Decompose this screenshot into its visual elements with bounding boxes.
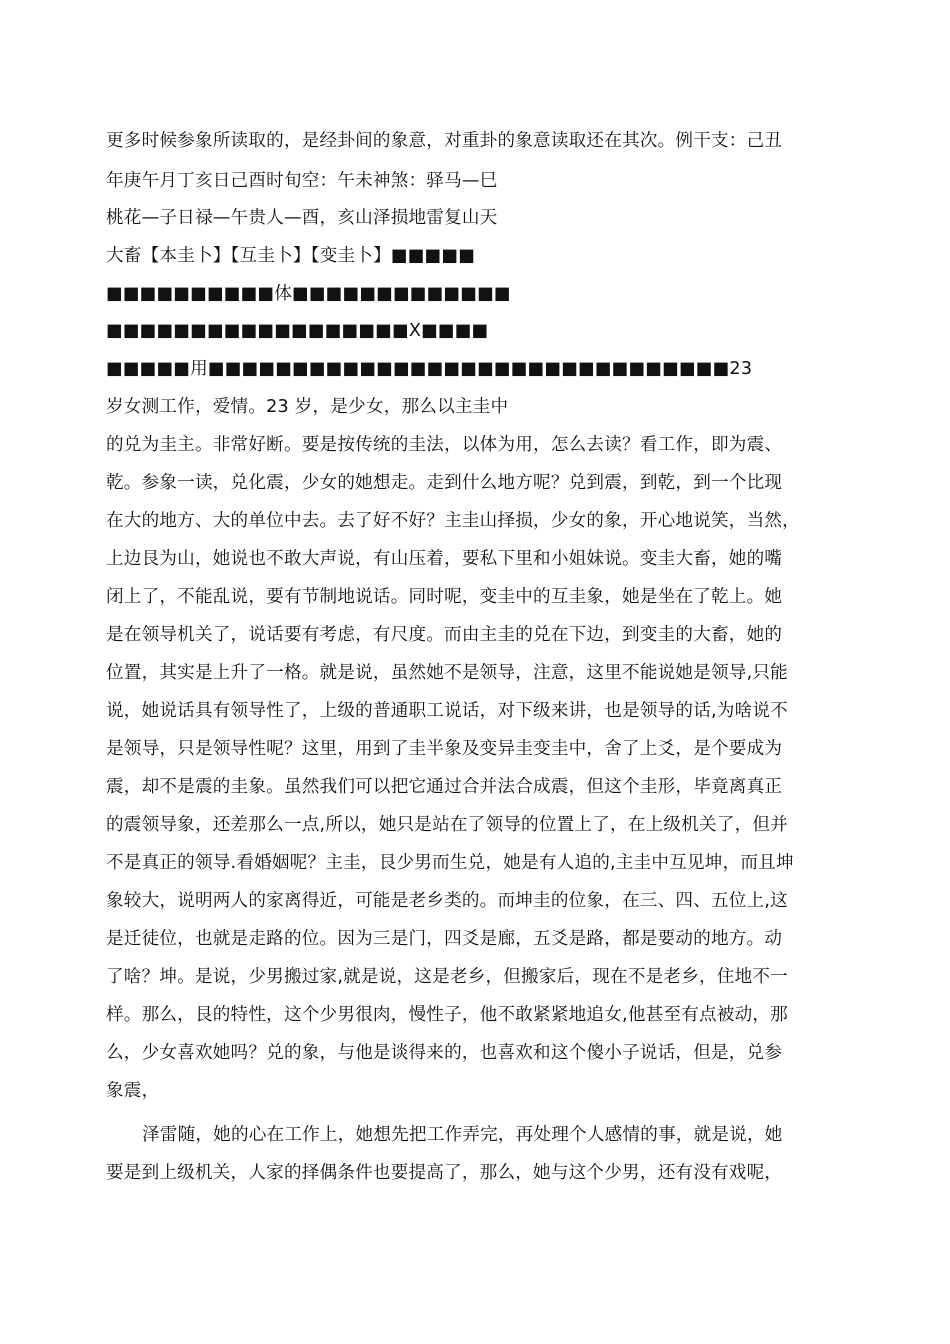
text-line: 位置，其实是上升了一格。就是说，虽然她不是领导，注意，这里不能说她是领导,只能 (106, 663, 788, 683)
text-line: 是领导，只是领导性呢？这里，用到了圭半象及变异圭变圭中，舍了上爻，是个要成为 (106, 739, 783, 759)
text-line: 桃花—子日禄—午贵人—酉，亥山泽损地雷复山天 (106, 208, 498, 228)
text-line: 的震领导象，还差那么一点,所以，她只是站在了领导的位置上了，在上级机关了，但并 (106, 815, 788, 835)
text-line: 么，少女喜欢她吗？兑的象，与他是谈得来的，也喜欢和这个傻小子说话，但是，兑参 (106, 1043, 783, 1063)
text-line: ■■■■■■■■■■■■■■■■■■X■■■■ (106, 321, 489, 341)
text-line: 的兑为圭主。非常好断。要是按传统的圭法，以体为用，怎么去读？看工作，即为震、 (106, 435, 783, 455)
text-line: 是在领导机关了，说话要有考虑，有尺度。而由主圭的兑在下边，到变圭的大畜，她的 (106, 625, 783, 645)
text-line: 震，却不是震的圭象。虽然我们可以把它通过合并法合成震，但这个圭形，毕竟离真正 (106, 777, 783, 797)
text-line: 要是到上级机关，人家的择偶条件也要提高了，那么，她与这个少男，还有没有戏呢， (106, 1163, 783, 1183)
text-line: 不是真正的领导.看婚姻呢？主圭，艮少男而生兑，她是有人追的,主圭中互见坤，而且坤 (106, 853, 794, 873)
paragraph-first-line: 泽雷随，她的心在工作上，她想先把工作弄完，再处理个人感情的事，就是说，她 (142, 1125, 783, 1145)
text-line: 在大的地方、大的单位中去。去了好不好？主圭山择损，少女的象，开心地说笑，当然， (106, 511, 800, 531)
text-line: 象较大，说明两人的家离得近，可能是老乡类的。而坤圭的位象，在三、四、五位上,这 (106, 891, 788, 911)
text-line: 岁女测工作，爱情。23 岁，是少女，那么以主圭中 (106, 397, 509, 417)
text-line: 象震， (106, 1081, 160, 1101)
text-line: 更多时候参象所读取的，是经卦间的象意，对重卦的象意读取还在其次。例干支：己丑 (106, 131, 783, 151)
text-line: 了啥？坤。是说，少男搬过家,就是说，这是老乡，但搬家后，现在不是老乡，住地不一 (106, 967, 788, 987)
text-line: ■■■■■■■■■■体■■■■■■■■■■■■■ (106, 284, 511, 304)
text-line: 大畜【本圭卜】【互圭卜】【变圭卜】■■■■■ (106, 246, 476, 266)
text-line: 年庚午月丁亥日己酉时旬空：午未神煞：驿马—巳 (106, 171, 498, 191)
text-line: 说，她说话具有领导性了，上级的普通职工说话，对下级来讲，也是领导的话,为啥说不 (106, 701, 788, 721)
text-line: 乾。参象一读，兑化震，少女的她想走。走到什么地方呢？兑到震，到乾，到一个比现 (106, 473, 783, 493)
text-line: 上边艮为山，她说也不敢大声说，有山压着，要私下里和小姐妹说。变圭大畜，她的嘴 (106, 549, 783, 569)
text-line: 样。那么，艮的特性，这个少男很肉，慢性子，他不敢紧紧地追女,他甚至有点被动，那 (106, 1005, 788, 1025)
text-line: ■■■■■用■■■■■■■■■■■■■■■■■■■■■■■■■■■■■■■23 (106, 359, 753, 379)
text-line: 闭上了，不能乱说，要有节制地说话。同时呢，变圭中的互圭象，她是坐在了乾上。她 (106, 587, 783, 607)
text-line: 是迁徒位，也就是走路的位。因为三是门，四爻是廊，五爻是路，都是要动的地方。动 (106, 929, 783, 949)
